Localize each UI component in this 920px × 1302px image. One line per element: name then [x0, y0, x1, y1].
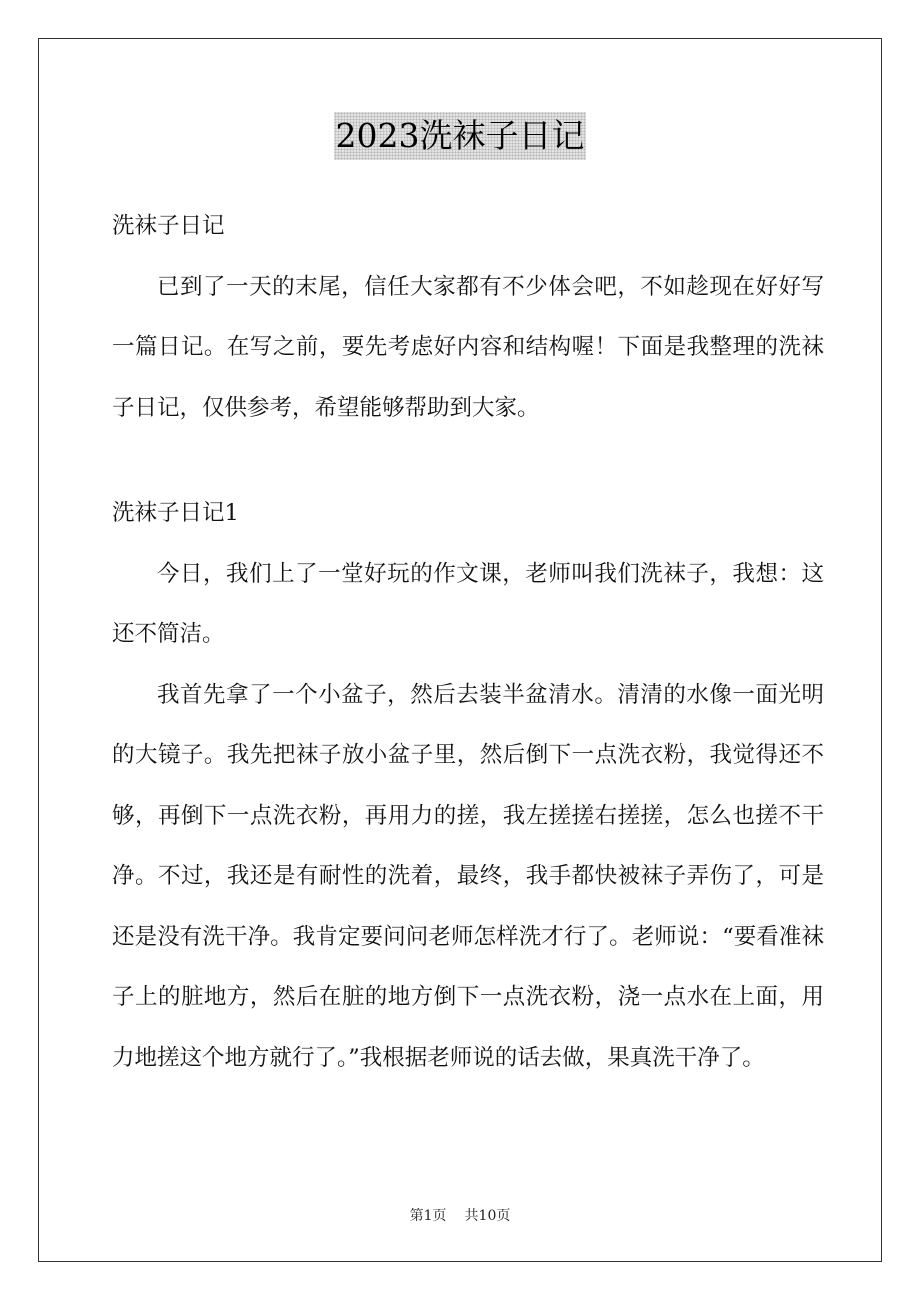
- intro-paragraph: 已到了一天的末尾，信任大家都有不少体会吧，不如趁现在好好写一篇日记。在写之前，要先考虑好内容和结构喔！下面是我整理的洗袜子日记，仅供参考，希望能够帮助到大家。: [112, 273, 824, 421]
- page-footer: [0, 1206, 920, 1226]
- document-body: [112, 196, 824, 1088]
- page-total: 共10页: [464, 1208, 511, 1224]
- page-number: 第1页: [409, 1208, 447, 1224]
- document-title: 2023洗袜子日记: [334, 112, 587, 160]
- body-paragraph-2: 我首先拿了一个小盆子，然后去装半盆清水。清清的水像一面光明的大镜子。我先把袜子放小盆子里，然后倒下一点洗衣粉，我觉得还不够，再倒下一点洗衣粉，再用力的搓，我左搓搓右搓搓，怎么也搓不干净。不过，我还是有耐性的洗着，最终，我手都快被袜子弄伤了，可是还是没有洗干净。我肯定要问问老师怎样洗才行了。老师说：“要看准袜子上的脏地方，然后在脏的地方倒下一点洗衣粉，浇一点水在上面，用力地搓这个地方就行了。”我根据老师说的话去做，果真洗干净了。: [112, 681, 824, 1071]
- intro-heading: 洗袜子日记: [112, 213, 225, 239]
- section-gap: [112, 438, 824, 483]
- body-paragraph-1: 今日，我们上了一堂好玩的作文课，老师叫我们洗袜子，我想：这还不简洁。: [112, 560, 824, 647]
- title-container: [0, 112, 920, 160]
- section-heading: 洗袜子日记1: [112, 500, 239, 526]
